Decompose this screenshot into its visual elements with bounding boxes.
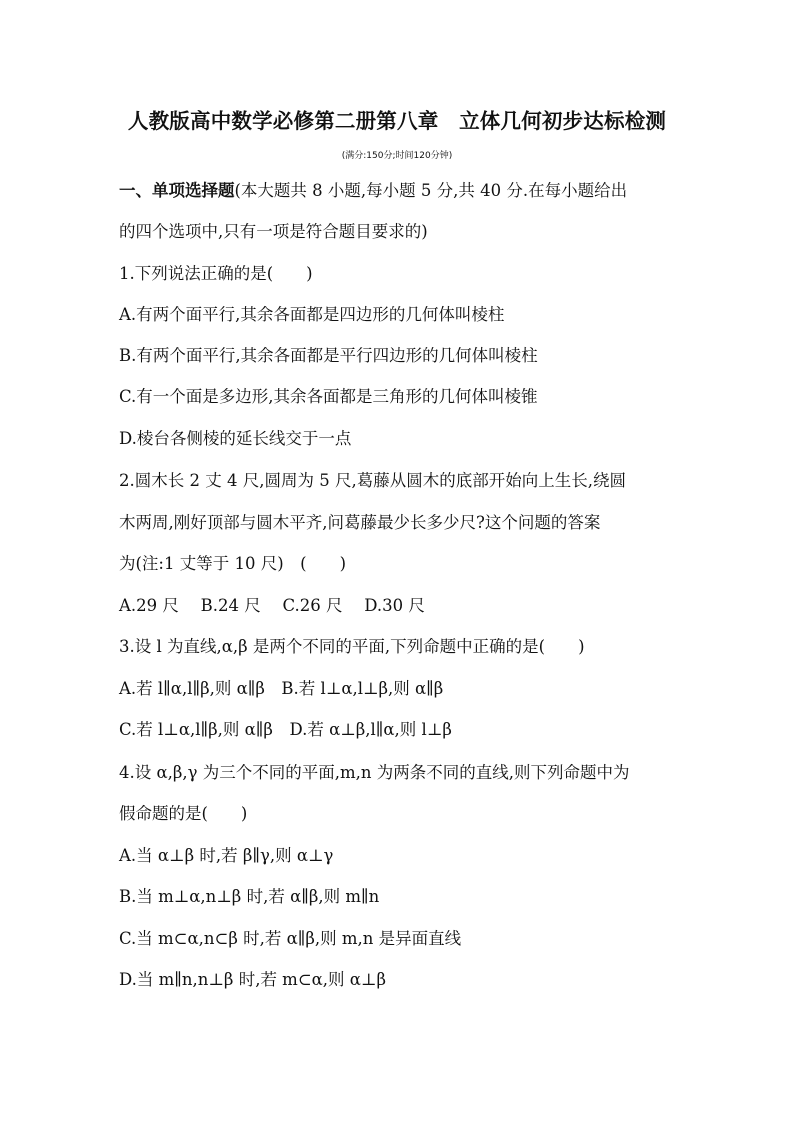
question-1-option-c: C.有一个面是多边形,其余各面都是三角形的几何体叫棱锥 [119,387,538,406]
page-title: 人教版高中数学必修第二册第八章 立体几何初步达标检测 [127,109,667,133]
question-4-stem-line1: 4.设 α,β,γ 为三个不同的平面,m,n 为两条不同的直线,则下列命题中为 [119,763,630,782]
question-2-stem-line1: 2.圆木长 2 丈 4 尺,圆周为 5 尺,葛藤从圆木的底部开始向上生长,绕圆 [119,471,626,490]
question-3-options-ab: A.若 l∥α,l∥β,则 α∥β B.若 l⊥α,l⊥β,则 α∥β [119,679,444,698]
section-intro-line2: 的四个选项中,只有一项是符合题目要求的) [119,222,428,241]
question-2-options: A.29 尺 B.24 尺 C.26 尺 D.30 尺 [119,596,425,615]
question-1-option-b: B.有两个面平行,其余各面都是平行四边形的几何体叫棱柱 [119,346,538,365]
question-4-option-a: A.当 α⊥β 时,若 β∥γ,则 α⊥γ [119,846,334,865]
question-2-stem-line2: 木两周,刚好顶部与圆木平齐,问葛藤最少长多少尺?这个问题的答案 [119,513,601,532]
exam-info: (满分:150分;时间120分钟) [341,151,453,161]
question-1-option-a: A.有两个面平行,其余各面都是四边形的几何体叫棱柱 [119,305,505,324]
section-heading: 一、单项选择题 [119,181,235,200]
question-4-stem-line2: 假命题的是( ) [119,804,248,823]
question-1-stem: 1.下列说法正确的是( ) [119,264,313,283]
section-instructions: (本大题共 8 小题,每小题 5 分,共 40 分.在每小题给出 [234,181,628,200]
question-4-option-b: B.当 m⊥α,n⊥β 时,若 α∥β,则 m∥n [119,887,380,906]
question-1-option-d: D.棱台各侧棱的延长线交于一点 [119,429,352,448]
question-4-option-c: C.当 m⊂α,n⊂β 时,若 α∥β,则 m,n 是异面直线 [119,929,462,948]
section-intro-line1 [119,180,627,202]
question-2-stem-line3: 为(注:1 丈等于 10 尺) ( ) [119,554,347,573]
question-4-option-d: D.当 m∥n,n⊥β 时,若 m⊂α,则 α⊥β [119,970,386,989]
question-3-stem: 3.设 l 为直线,α,β 是两个不同的平面,下列命题中正确的是( ) [119,637,585,656]
question-3-options-cd: C.若 l⊥α,l∥β,则 α∥β D.若 α⊥β,l∥α,则 l⊥β [119,720,452,739]
